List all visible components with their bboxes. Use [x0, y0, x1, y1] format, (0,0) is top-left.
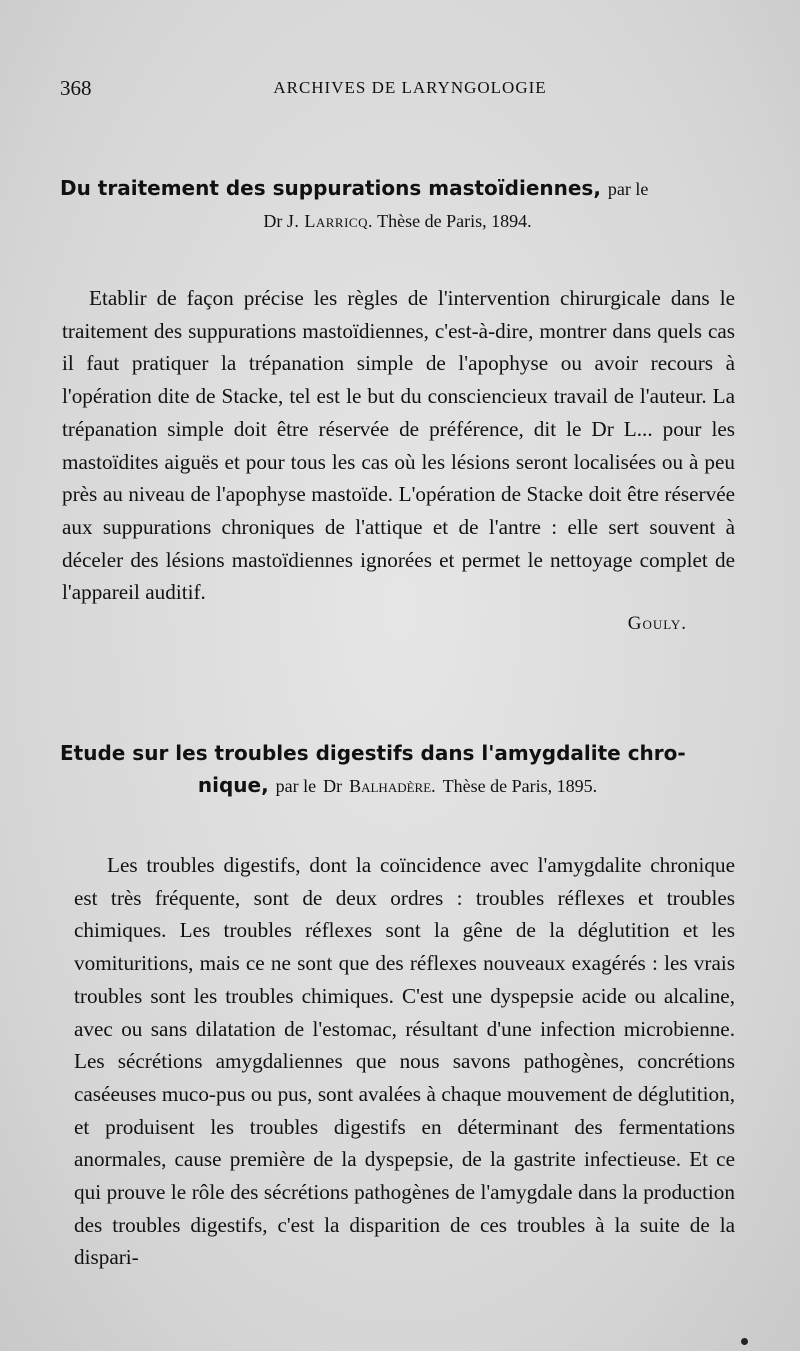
- article-mastoid: [60, 172, 735, 635]
- author-prefix: Dr: [323, 776, 343, 796]
- article-title-line2: nique,: [197, 773, 269, 797]
- page-header: [60, 76, 720, 106]
- running-title: ARCHIVES DE LARYNGOLOGIE: [273, 78, 547, 97]
- article-body: Etablir de façon précise les règles de l'intervention chirurgicale dans le traitement des suppurations mastoïdiennes, c'est-à-dire, montrer dans quels cas il faut pratiquer la trépanation simple de l'apophyse ou avoir recours à l'opération dite de Stacke, tel est le but du consciencieux travail de l'auteur. La trépanation simple doit être réservée de préférence, dit le Dr L... pour les mastoïdites aiguës et pour tous les cas où les lésions seront localisées ou à peu près au niveau de l'apophyse mastoïde. L'opération de Stacke doit être réservée aux suppurations chroniques de l'attique et de l'antre : elle sert souvent à déceler des lésions mastoïdiennes ignorées et permet le nettoyage complet de l'appareil auditif.: [62, 286, 735, 605]
- reviewer-signature: Gouly.: [627, 613, 687, 635]
- author-prefix: Dr: [263, 211, 283, 231]
- source: Thèse de Paris, 1895.: [442, 776, 598, 796]
- byline-prefix: par le: [607, 179, 649, 199]
- page-mark: [741, 1338, 748, 1345]
- byline-prefix: par le: [275, 776, 317, 796]
- article-tonsillitis: [60, 737, 735, 1274]
- author-name: Balhadère.: [349, 776, 436, 796]
- article-body: Les troubles digestifs, dont la coïncidence avec l'amygdalite chronique est très fréquente, sont de deux ordres : troubles réflexes et troubles chimiques. Les troubles réflexes sont la gêne de la déglutition et les vomituritions, mais ce ne sont que des réflexes nouveaux exagérés : les vrais troubles sont les troubles chimiques. C'est une dyspepsie acide ou alcaline, avec ou sans dilatation de l'estomac, résultant d'une infection microbienne. Les sécrétions amygdaliennes que nous savons pathogènes, concrétions caséeuses muco-pus ou pus, sont avalées à chaque mouvement de déglutition, et produisent les troubles digestifs en déterminant des fermentations anormales, cause première de la dyspepsie, de la gastrite infectieuse. Et ce qui prouve le rôle des sécrétions pathogènes de l'amygdale dans la production des troubles digestifs, c'est la disparition de ces troubles à la suite de la dispari-: [74, 853, 735, 1270]
- article-title-line1: Etude sur les troubles digestifs dans l'amygdalite chro-: [60, 741, 686, 765]
- author-name: J. Larricq.: [286, 211, 373, 231]
- article-meta: [60, 205, 735, 237]
- article-title-text: Du traitement des suppurations mastoïdiennes,: [60, 176, 601, 200]
- article-title: [60, 737, 735, 769]
- source: Thèse de Paris, 1894.: [377, 211, 532, 231]
- article-title: [60, 172, 735, 205]
- page-number: 368: [60, 76, 92, 100]
- article-title-line2-row: [60, 769, 735, 802]
